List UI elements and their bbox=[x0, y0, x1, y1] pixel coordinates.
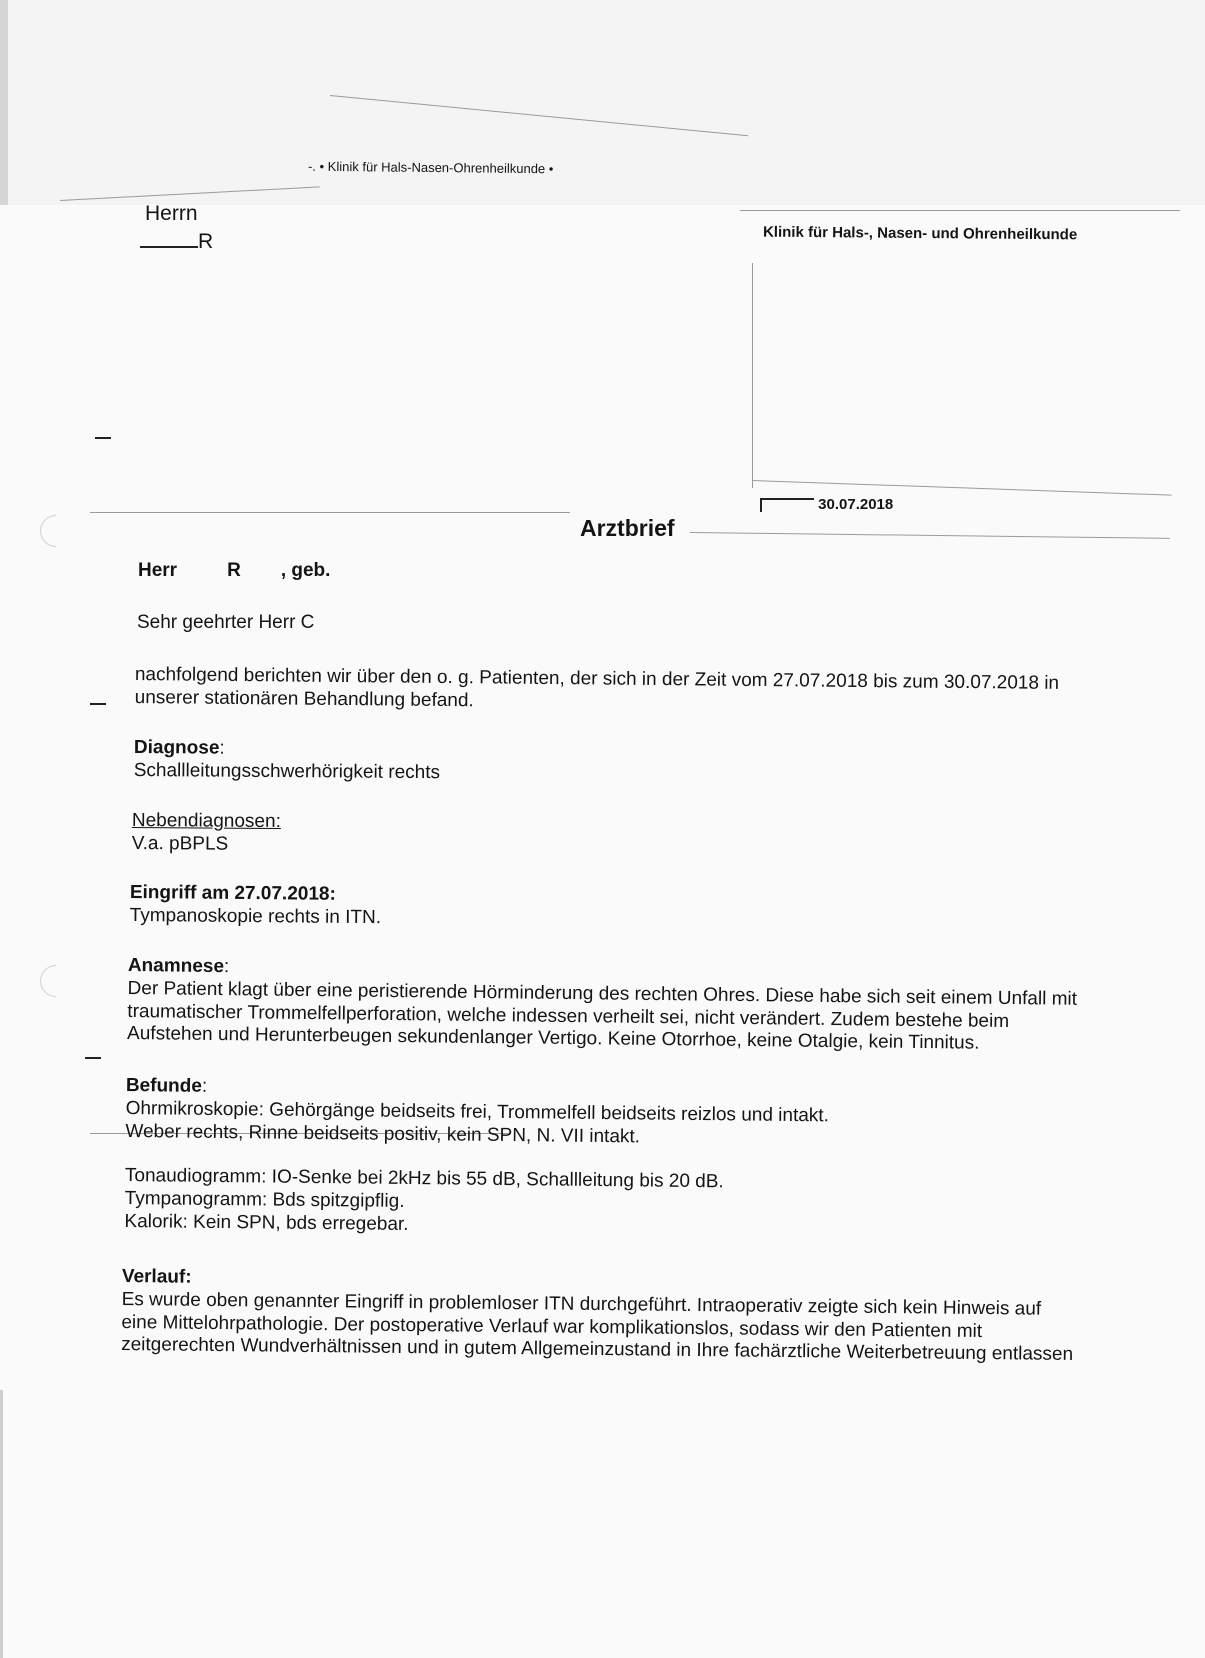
window-line bbox=[752, 480, 1172, 496]
section-line: Aufstehen und Herunterbeugen sekundenlanger Vertigo. Keine Otorrhoe, keine Otalgie, kein Tinnitus. bbox=[126, 1023, 980, 1055]
patient-line bbox=[138, 560, 330, 582]
section-eingriff bbox=[130, 882, 382, 930]
envelope-line bbox=[740, 210, 1180, 211]
section-heading: Diagnose bbox=[133, 737, 220, 759]
intro-line: unserer stationären Behandlung befand. bbox=[134, 686, 474, 712]
title-rule-left bbox=[90, 512, 570, 513]
redacted-place-mark bbox=[760, 498, 814, 512]
scan-edge-left-lower bbox=[0, 1390, 3, 1658]
section-heading: Anamnese bbox=[127, 955, 225, 978]
section-line: Kalorik: Kein SPN, bds erregebar. bbox=[124, 1210, 409, 1235]
greeting: Sehr geehrter Herr C bbox=[137, 612, 315, 633]
section-anamnese bbox=[127, 955, 1077, 1057]
scan-edge-left bbox=[0, 0, 8, 205]
section-heading: Verlauf: bbox=[121, 1266, 192, 1288]
section-line: zeitgerechten Wundverhältnissen und in gutem Allgemeinzustand in Ihre fachärztliche Weiterbetreuung entlassen bbox=[121, 1334, 1074, 1366]
section-line: traumatischer Trommelfellperforation, welche indessen verheilt sei, nicht verändert. Zudem bestehe beim bbox=[127, 1000, 1010, 1032]
section-line: Weber rechts, Rinne beidseits positiv, kein SPN, N. VII intakt. bbox=[125, 1120, 641, 1147]
fold-mark bbox=[95, 437, 111, 439]
section-line: Es wurde oben genannter Eingriff in problemloser ITN durchgeführt. Intraoperativ zeigte sich kein Hinweis auf bbox=[121, 1288, 1042, 1320]
section-befunde bbox=[124, 1075, 829, 1241]
fold-mark bbox=[85, 1057, 101, 1059]
patient-initial: R bbox=[227, 560, 241, 581]
scan-background-top bbox=[0, 0, 1205, 205]
section-line: V.a. pBPLS bbox=[131, 832, 229, 855]
patient-geb: , geb. bbox=[280, 560, 331, 581]
section-line: Ohrmikroskopie: Gehörgänge beidseits frei, Trommelfell beidseits reizlos und intakt. bbox=[125, 1097, 830, 1127]
heading-colon: : bbox=[219, 737, 225, 759]
fold-mark bbox=[90, 703, 106, 705]
clinic-name: Klinik für Hals-, Nasen- und Ohrenheilkunde bbox=[762, 223, 1078, 244]
window-line bbox=[752, 263, 753, 488]
intro-line: nachfolgend berichten wir über den o. g. Patienten, der sich in der Zeit vom 27.07.2018 bis zum 30.07.2018 in bbox=[134, 664, 1060, 694]
recipient-name bbox=[140, 230, 213, 254]
section-heading: Nebendiagnosen: bbox=[131, 810, 281, 833]
punch-hole-mark bbox=[33, 508, 78, 553]
section-line: Der Patient klagt über eine peristierende Hörminderung des rechten Ohres. Diese habe sich seit einem Unfall mit bbox=[127, 977, 1078, 1010]
letter-date bbox=[760, 496, 893, 513]
letter-title: Arztbrief bbox=[580, 515, 675, 541]
recipient-salutation: Herrn bbox=[145, 202, 198, 225]
section-line: eine Mittelohrpathologie. Der postoperative Verlauf war komplikationslos, sodass wir den Patienten mit bbox=[121, 1311, 983, 1342]
section-line: Tympanoskopie rechts in ITN. bbox=[129, 904, 382, 928]
patient-prefix: Herr bbox=[138, 560, 178, 581]
heading-colon: : bbox=[223, 956, 230, 978]
section-line: Tonaudiogramm: IO-Senke bei 2kHz bis 55 dB, Schallleitung bis 20 dB. bbox=[124, 1165, 724, 1193]
section-heading: Befunde bbox=[125, 1075, 202, 1097]
recipient-name-fragment: R bbox=[198, 230, 214, 253]
redacted-name-mark bbox=[140, 232, 198, 248]
section-line: Tympanogramm: Bds spitzgipflig. bbox=[124, 1188, 405, 1213]
section-diagnose bbox=[134, 737, 441, 785]
section-heading: Eingriff am 27.07.2018: bbox=[129, 882, 336, 905]
section-line: Schallleitungsschwerhörigkeit rechts bbox=[133, 759, 441, 783]
date-value: 30.07.2018 bbox=[818, 496, 894, 513]
sender-line: -. • Klinik für Hals-Nasen-Ohrenheilkunde • bbox=[307, 158, 554, 177]
punch-hole-mark bbox=[33, 958, 78, 1003]
section-verlauf bbox=[121, 1266, 1074, 1367]
section-nebendiagnosen bbox=[132, 810, 281, 857]
heading-colon: : bbox=[201, 1075, 208, 1097]
title-rule-right bbox=[690, 532, 1170, 539]
intro-paragraph bbox=[135, 664, 1060, 718]
